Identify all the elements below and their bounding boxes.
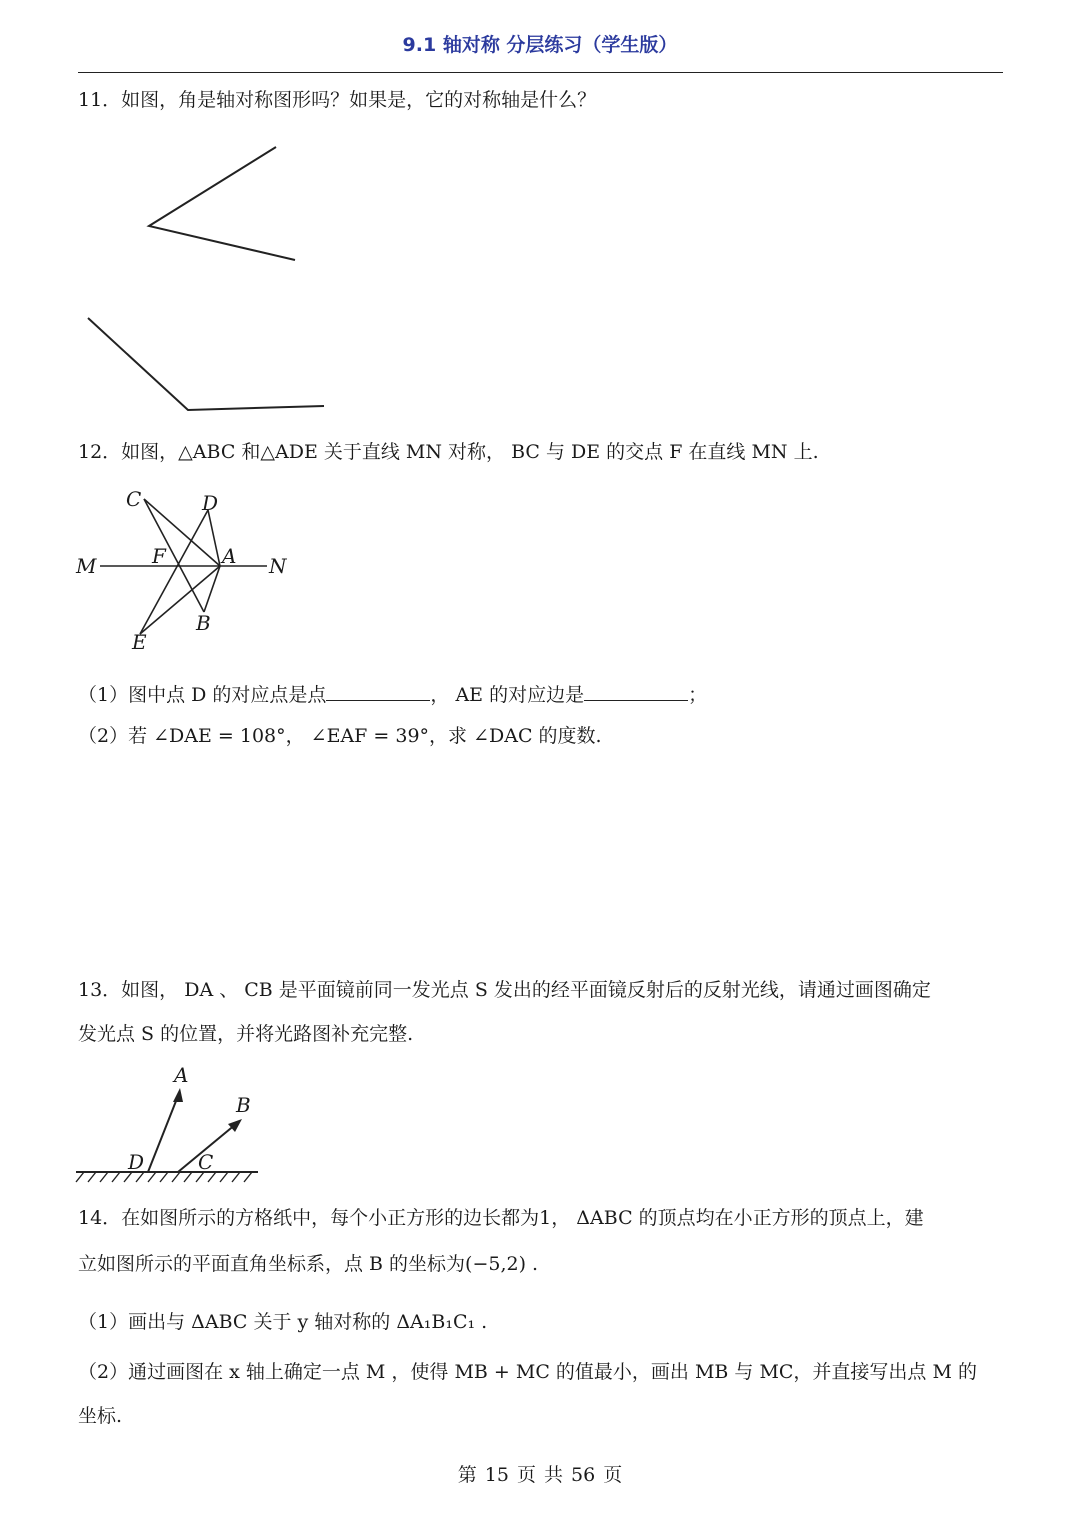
q12-label-e: E: [132, 630, 147, 654]
q11-angle-1: [149, 147, 295, 260]
q12-blank-2[interactable]: [584, 680, 688, 701]
q12-figure: [70, 484, 300, 659]
q14-line2: 立如图所示的平面直角坐标系，点 B 的坐标为(−5,2) .: [78, 1253, 539, 1275]
q12-label-n: N: [269, 554, 287, 578]
header-title: 9.1 轴对称 分层练习（学生版）: [402, 34, 678, 56]
q13-mirror-hatch: [76, 1172, 252, 1182]
q13-label-d: D: [128, 1150, 145, 1174]
q12-part1-b: ， AE 的对应边是: [430, 684, 585, 706]
q12-part1-c: ；: [688, 684, 708, 706]
footer-page-num: 15: [484, 1464, 509, 1486]
q13-label-a: A: [174, 1063, 189, 1087]
q14-part2-line1: （2）通过画图在 x 轴上确定一点 M ，使得 MB + MC 的值最小，画出 MB 与 MC，并直接写出点 M 的: [78, 1361, 977, 1383]
q11-angle-figures: [70, 130, 350, 430]
page-footer: [0, 1460, 1080, 1487]
q11-angle-2: [88, 318, 324, 410]
q12-part1: [78, 680, 707, 709]
q12-label-f: F: [152, 544, 166, 568]
q12-part1-a: （1）图中点 D 的对应点是点: [78, 684, 327, 706]
q12-label-a: A: [222, 544, 237, 568]
q13-figure: [70, 1062, 270, 1184]
q13-line2: 发光点 S 的位置，并将光路图补充完整.: [78, 1023, 414, 1045]
q13-ray-da: [148, 1096, 178, 1172]
q14-part1: （1）画出与 ΔABC 关于 y 轴对称的 ΔA₁B₁C₁ .: [78, 1311, 488, 1333]
q12-text: 12．如图，△ABC 和△ADE 关于直线 MN 对称， BC 与 DE 的交点 F 在直线 MN 上.: [78, 441, 819, 463]
q13-line1: 13．如图， DA 、 CB 是平面镜前同一发光点 S 发出的经平面镜反射后的反射光线，请通过画图确定: [78, 979, 931, 1001]
q14-line1: 14．在如图所示的方格纸中，每个小正方形的边长都为1， ΔABC 的顶点均在小正方形的顶点上，建: [78, 1207, 924, 1229]
header-divider: [78, 72, 1003, 73]
q11-text: 11．如图，角是轴对称图形吗？如果是，它的对称轴是什么？: [78, 89, 597, 111]
footer-total-label: 共: [544, 1464, 564, 1486]
q12-label-d: D: [202, 491, 219, 515]
footer-page-label: 第: [457, 1464, 477, 1486]
q12-label-b: B: [196, 611, 211, 635]
q13-arrow-a: [173, 1088, 183, 1102]
q14-part2-line2: 坐标.: [78, 1405, 123, 1427]
footer-total-num: 56: [571, 1464, 596, 1486]
q12-blank-1[interactable]: [326, 680, 430, 701]
footer-total-unit: 页: [603, 1464, 623, 1486]
q13-label-c: C: [198, 1150, 214, 1174]
q12-label-m: M: [76, 554, 97, 578]
q12-label-c: C: [126, 487, 142, 511]
q12-part2: （2）若 ∠DAE = 108°， ∠EAF = 39°，求 ∠DAC 的度数.: [78, 725, 602, 747]
footer-page-unit: 页: [516, 1464, 536, 1486]
q13-label-b: B: [236, 1093, 251, 1117]
